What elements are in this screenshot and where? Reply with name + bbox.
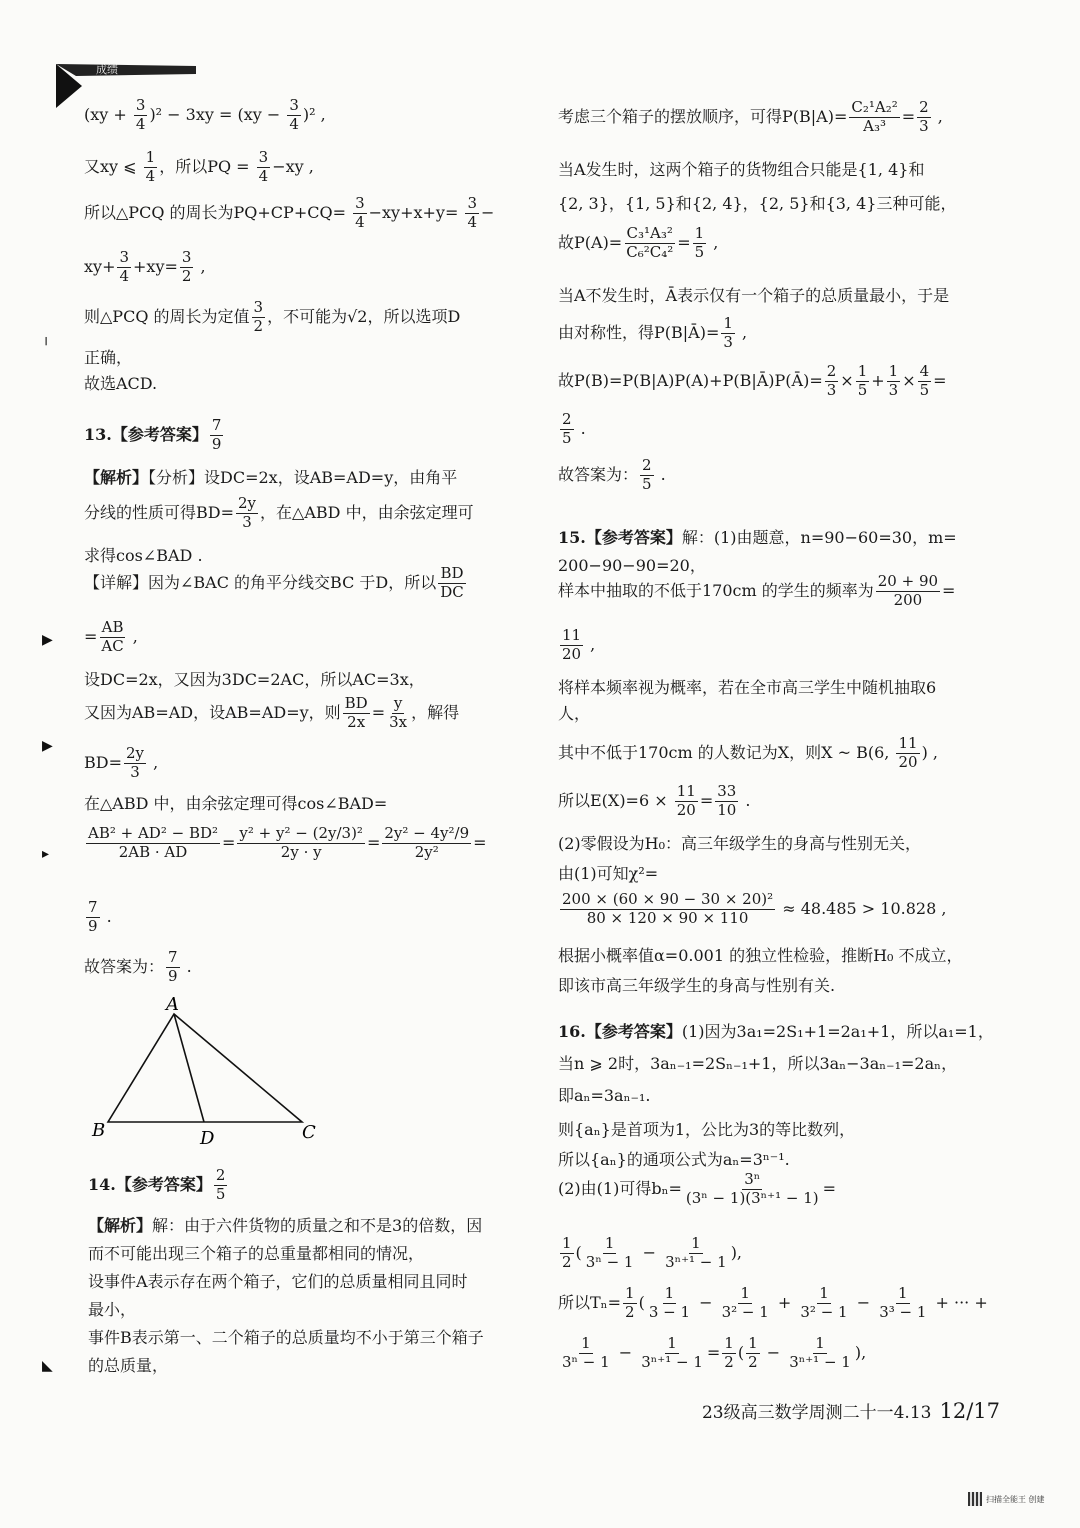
text-line: 正确， [84, 348, 133, 367]
text-line: 根据小概率值α=0.001 的独立性检验，推断H₀ 不成立， [558, 946, 963, 965]
edge-mark: ▶ [42, 738, 53, 754]
text-line: 所以{aₙ}的通项公式为aₙ=3ⁿ⁻¹. [558, 1150, 790, 1169]
formula-line: (xy + $\frac{3}{4}$ )² − 3xy = (xy − $\frac{3}{4}$ )² , [84, 96, 326, 133]
text-line: 求得cos∠BAD . [84, 546, 203, 565]
footer-title: 23级高三数学周测二十一4.13 [701, 1403, 932, 1423]
page-number: 12/17 [939, 1399, 1000, 1423]
text-line: 当A不发生时，Ā表示仅有一个箱子的总质量最小，于是 [558, 286, 950, 305]
text-line: 设DC=2x，又因为3DC=2AC，所以AC=3x， [84, 670, 425, 689]
edge-mark: ◣ [42, 1358, 53, 1374]
text-line: 故答案为： $\frac{2}{5}$ . [558, 456, 666, 493]
vertex-label-b: B [92, 1120, 106, 1141]
formula-line: $\frac{\text{200 × (60 × 90 − 30 × 20)²}}{80 \times 120 \times 90 \times 110}$ ≈ 48.485 > 10.828 , [562, 890, 947, 927]
text-line: 即该市高三年级学生的身高与性别有关. [558, 976, 836, 995]
text-line: 将样本频率视为概率，若在全市高三学生中随机抽取6 [558, 678, 937, 697]
text-line: 人， [558, 704, 591, 723]
vertex-label-a: A [166, 994, 179, 1015]
scanner-watermark: 扫描全能王 创建 [986, 1495, 1045, 1504]
text-line: (2)零假设为H₀：高三年级学生的身高与性别无关， [558, 834, 922, 853]
triangle-diagram [84, 990, 334, 1150]
edge-mark: ╵ [42, 338, 51, 354]
formula-line: $\frac{\text{AB² + AD² − BD²}}{2AB \cdot AD}$ = $\frac{\text{y² + y² − (2y/3)²}}{2y \cdot y}$ = $\frac{\text{2y² − 4y²/9}}{\text{2y²}}$ = [88, 824, 487, 861]
vertex-label-c: C [302, 1122, 316, 1143]
text-line: 事件B表示第一、二个箱子的总质量均不小于第三个箱子 [88, 1328, 484, 1347]
formula-line: $\frac{1}{\text{3ⁿ − 1}}$ − $\frac{1}{\text{3ⁿ⁺¹ − 1}}$ = $\frac{1}{2}$ ( $\frac{1}{2}$ − $\frac{1}{\text{3ⁿ⁺¹ − 1}}$ ), [562, 1334, 867, 1371]
point-label-d: D [200, 1128, 215, 1149]
q16-heading: 16.【参考答案】(1)因为3a₁=2S₁+1=2a₁+1，所以a₁=1， [558, 1022, 994, 1041]
q15-heading: 15.【参考答案】解：(1)由题意，n=90−60=30，m= [558, 528, 957, 547]
text-line: {2, 3}，{1, 5}和{2, 4}，{2, 5}和{3, 4}三种可能， [558, 194, 957, 213]
text-line: 则△PCQ 的周长为定值 $\frac{3}{2}$ ，不可能为√2，所以选项D [84, 298, 461, 335]
text-line: 又xy ⩽ $\frac{1}{4}$ ，所以PQ = $\frac{3}{4}$ −xy , [84, 148, 314, 185]
formula-line: (2)由(1)可得bₙ= $\frac{\text{3ⁿ}}{\text{(3ⁿ − 1)(3ⁿ⁺¹ − 1)}}$ = [558, 1170, 837, 1207]
text-line: 所以△PCQ 的周长为PQ+CP+CQ= $\frac{3}{4}$ −xy+x+y= $\frac{3}{4}$ − [84, 194, 495, 231]
text-line: BD= $\frac{2y}{3}$ , [84, 744, 159, 781]
text-line: 在△ABD 中，由余弦定理可得cos∠BAD= [84, 794, 388, 813]
text-line: 则{aₙ}是首项为1，公比为3的等比数列， [558, 1120, 856, 1139]
text-line: 而不可能出现三个箱子的总重量都相同的情况， [88, 1244, 425, 1263]
formula-line: $\frac{7}{9}$ . [88, 898, 112, 935]
text-line: 故选ACD. [84, 374, 158, 393]
edge-mark: ▸ [42, 846, 50, 862]
text-line: = $\frac{AB}{AC}$ , [84, 618, 138, 655]
text-line: 由(1)可知χ²= [558, 864, 659, 883]
q14-heading: 14.【参考答案】 $\frac{2}{5}$ [88, 1166, 226, 1203]
text-line: 当A发生时，这两个箱子的货物组合只能是{1, 4}和 [558, 160, 925, 179]
text-line: 样本中抽取的不低于170cm 的学生的频率为 $\frac{20 + 90}{200}$ = [558, 572, 956, 609]
bisector-ad [174, 1014, 204, 1122]
text-line: 考虑三个箱子的摆放顺序，可得P(B|A)= $\frac{\text{C₂¹A₂²}}{\text{A₃³}}$ = $\frac{2}{3}$ , [558, 98, 943, 135]
text-line: 200−90−90=20， [558, 556, 706, 575]
qr-icon [968, 1492, 982, 1506]
text-line: 即aₙ=3aₙ₋₁. [558, 1086, 651, 1105]
text-line: 其中不低于170cm 的人数记为X，则X ~ B(6, $\frac{11}{20}$ ) , [558, 734, 938, 771]
formula-line: 故P(B)=P(B|A)P(A)+P(B|Ā)P(Ā)= $\frac{2}{3}$ × $\frac{1}{5}$ + $\frac{1}{3}$ × $\frac{4}{5}$ = [558, 362, 947, 399]
text-line: 由对称性，得P(B|Ā)= $\frac{1}{3}$ , [558, 314, 748, 351]
formula-line: $\frac{2}{5}$ . [562, 410, 586, 447]
corner-mark-text: 成绩 [96, 63, 118, 76]
text-line: 【详解】因为∠BAC 的角平分线交BC 于D，所以 $\frac{BD}{DC}$ [84, 564, 464, 601]
text-line: 又因为AB=AD，设AB=AD=y，则 $\frac{BD}{2x}$ = $\frac{y}{3x}$ ，解得 [84, 694, 460, 731]
text-line: 最小， [88, 1300, 137, 1319]
text-line: 【解析】【分析】设DC=2x，设AB=AD=y，由角平 [84, 468, 458, 487]
triangle-abc [108, 1014, 302, 1122]
formula-line: 所以Tₙ= $\frac{1}{2}$ ( $\frac{1}{3 - 1}$ − $\frac{1}{\text{3² − 1}}$ + $\frac{1}{\text{3² − 1}}$ − $\frac{1}{\text{3³ − 1}}$ + ··· + [558, 1284, 988, 1321]
page-footer [702, 1398, 1000, 1423]
text-line: 的总质量， [88, 1356, 169, 1375]
formula-line: 所以E(X)=6 × $\frac{11}{20}$ = $\frac{33}{10}$ . [558, 782, 751, 819]
formula-line: $\frac{11}{20}$ , [562, 626, 596, 663]
edge-mark: ▶ [42, 632, 53, 648]
q13-heading: 13.【参考答案】 $\frac{7}{9}$ [84, 416, 222, 453]
text-line: 故答案为： $\frac{7}{9}$ . [84, 948, 192, 985]
formula-line: $\frac{1}{2}$ ( $\frac{1}{\text{3ⁿ − 1}}$ − $\frac{1}{\text{3ⁿ⁺¹ − 1}}$ ), [562, 1234, 743, 1271]
text-line: 设事件A表示存在两个箱子，它们的总质量相同且同时 [88, 1272, 468, 1291]
text-line: xy+ $\frac{3}{4}$ +xy= $\frac{3}{2}$ , [84, 248, 206, 285]
text-line: 分线的性质可得BD= $\frac{2y}{3}$ ，在△ABD 中，由余弦定理可 [84, 494, 474, 531]
formula-line: 故P(A)= $\frac{\text{C₃¹A₃²}}{\text{C₆²C₄²}}$ = $\frac{1}{5}$ , [558, 224, 719, 261]
text-line: 当n ⩾ 2时，3aₙ₋₁=2Sₙ₋₁+1，所以3aₙ−3aₙ₋₁=2aₙ， [558, 1054, 958, 1073]
text-line: 【解析】解：由于六件货物的质量之和不是3的倍数，因 [88, 1216, 483, 1235]
